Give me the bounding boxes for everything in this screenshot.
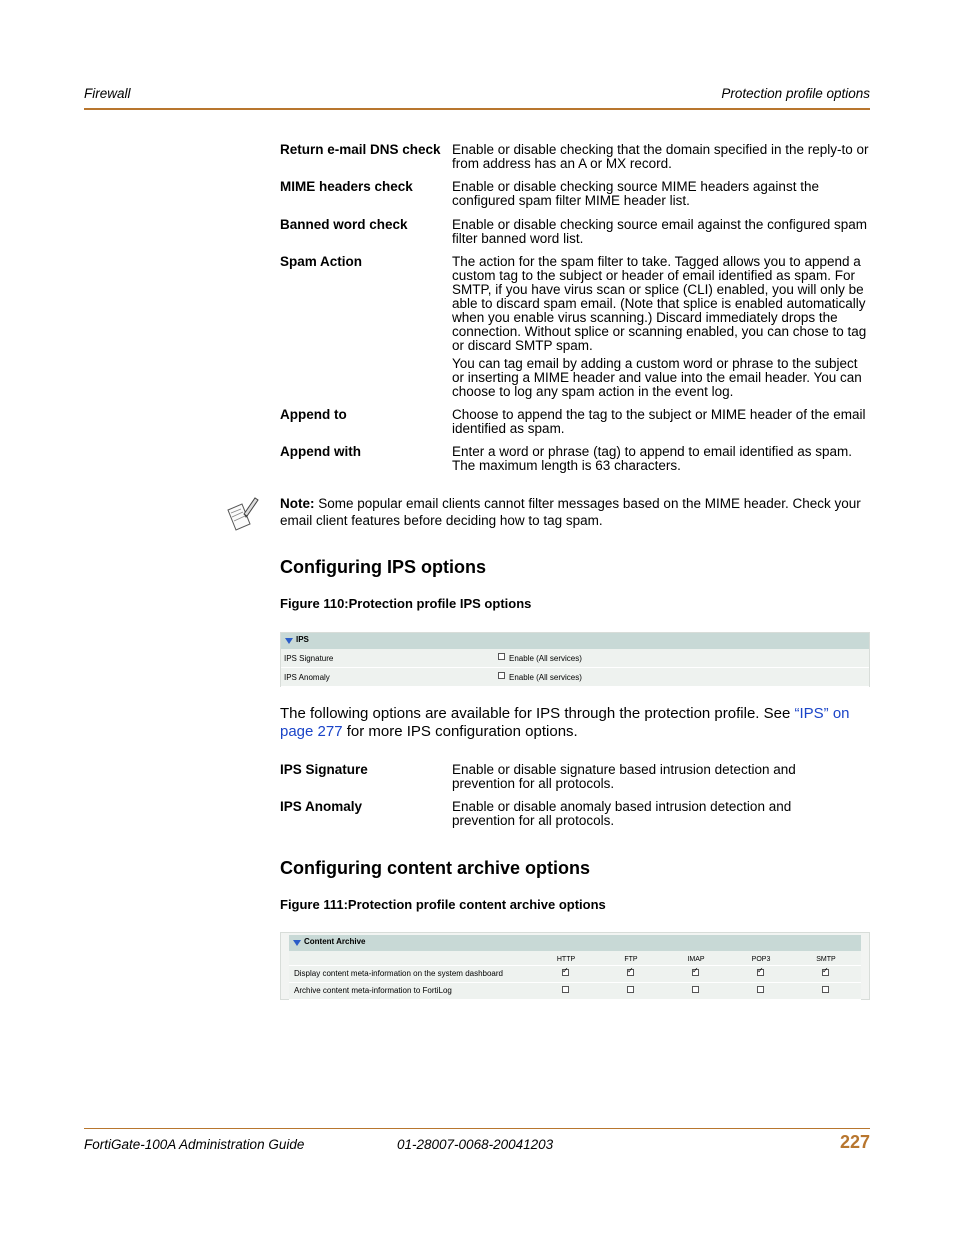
term-ips-signature: IPS Signature — [280, 762, 368, 777]
note-icon — [224, 494, 260, 532]
desc-return-email-dns — [452, 143, 872, 171]
column-header-http: HTTP — [556, 956, 576, 963]
collapse-triangle-icon[interactable] — [285, 638, 293, 644]
running-header-left: Firewall — [84, 86, 131, 101]
body-text: for more IPS configuration options. — [342, 723, 578, 740]
row-label: IPS Signature — [284, 654, 334, 663]
ips-row-anomaly — [281, 668, 869, 687]
term-spam-action: Spam Action — [280, 254, 363, 269]
row-label: IPS Anomaly — [284, 673, 330, 682]
archive-panel-inner — [289, 935, 861, 999]
footer-doc-title: FortiGate-100A Administration Guide — [84, 1137, 305, 1152]
desc-text: You can tag email by adding a custom word or phrase to the subject or inserting a MIME header and value into the email header. You can choose to log any spam action in the event log. — [452, 356, 862, 399]
desc-ips-signature: Enable or disable signature based intrusion detection and prevention for all protocols. — [452, 762, 796, 791]
desc-append-with — [452, 445, 872, 473]
term-return-email-dns: Return e-mail DNS check — [280, 142, 441, 157]
row-label: Display content meta-information on the system dashboard — [294, 969, 503, 978]
collapse-triangle-icon[interactable] — [293, 940, 301, 946]
desc-text: Enable or disable checking that the domain specified in the reply-to or from address has an A or MX record. — [452, 142, 869, 171]
footer-doc-number: 01-28007-0068-20041203 — [397, 1137, 554, 1152]
desc-text: Enable or disable checking source email against the configured spam filter banned word list. — [452, 217, 867, 246]
desc-append-to — [452, 408, 872, 436]
archive-panel — [280, 932, 870, 1000]
header-rule — [84, 108, 870, 110]
column-header-imap: IMAP — [687, 956, 705, 963]
display-imap-checkbox[interactable] — [692, 969, 699, 976]
display-http-checkbox[interactable] — [562, 969, 569, 976]
column-header-smtp: SMTP — [816, 956, 836, 963]
desc-text: Choose to append the tag to the subject or MIME header of the email identified as spam. — [452, 407, 866, 436]
archive-figure-caption: Figure 111:Protection profile content archive options — [280, 897, 606, 912]
checkbox-label: Enable (All services) — [509, 654, 582, 663]
display-pop3-checkbox[interactable] — [757, 969, 764, 976]
desc-spam-action — [452, 255, 872, 399]
archive-ftp-checkbox[interactable] — [627, 986, 634, 993]
archive-row-fortilog — [289, 983, 861, 1000]
ips-page-link[interactable]: “IPS” on page 277 — [280, 705, 850, 740]
body-text: The following options are available for IPS through the protection profile. See — [280, 705, 795, 722]
ips-body-text — [280, 705, 872, 741]
term-banned-word: Banned word check — [280, 217, 408, 232]
term-ips-anomaly: IPS Anomaly — [280, 799, 363, 814]
term-append-with: Append with — [280, 444, 361, 459]
desc-text: Enable or disable checking source MIME headers against the configured spam filter MIME header list. — [452, 179, 819, 208]
display-smtp-checkbox[interactable] — [822, 969, 829, 976]
archive-column-headers — [289, 951, 861, 966]
footer-rule — [84, 1128, 870, 1129]
column-header-ftp: FTP — [624, 956, 638, 963]
column-header-pop3: POP3 — [751, 956, 771, 963]
ips-heading: Configuring IPS options — [280, 557, 486, 577]
note-text — [280, 495, 872, 529]
ips-panel-header[interactable] — [281, 633, 869, 649]
ips-anomaly-checkbox[interactable] — [498, 672, 505, 679]
archive-heading: Configuring content archive options — [280, 858, 590, 878]
archive-panel-header[interactable] — [289, 935, 861, 951]
archive-smtp-checkbox[interactable] — [822, 986, 829, 993]
archive-imap-checkbox[interactable] — [692, 986, 699, 993]
term-mime-headers: MIME headers check — [280, 179, 413, 194]
display-ftp-checkbox[interactable] — [627, 969, 634, 976]
ips-panel — [280, 632, 870, 687]
ips-signature-checkbox[interactable] — [498, 653, 505, 660]
desc-text: The action for the spam filter to take. Tagged allows you to append a custom tag to the subject or header of email identified as spam. For SMTP, if you have virus scan or splice (CLI) enabled, you will only be able to discard spam email. (Note that splice is enabled automatically when you enable virus scanning.) Discard immediately drops the connection. Without splice or scanning enabled, you can chose to tag or discard SMTP spam. — [452, 254, 867, 353]
archive-row-display — [289, 966, 861, 983]
ips-panel-title: IPS — [296, 635, 309, 644]
note-body: Some popular email clients cannot filter messages based on the MIME header. Check your email client features before deciding how to tag spam. — [280, 496, 861, 528]
note-label: Note: — [280, 496, 315, 511]
desc-mime-headers — [452, 180, 872, 208]
checkbox-label: Enable (All services) — [509, 673, 582, 682]
term-append-to: Append to — [280, 407, 347, 422]
row-label: Archive content meta-information to FortiLog — [294, 986, 452, 995]
desc-ips-anomaly: Enable or disable anomaly based intrusion detection and prevention for all protocols. — [452, 799, 792, 828]
page-number: 227 — [839, 1132, 870, 1152]
desc-text: Enter a word or phrase (tag) to append to email identified as spam. The maximum length is 63 characters. — [452, 444, 852, 473]
ips-figure-caption: Figure 110:Protection profile IPS options — [280, 596, 532, 611]
ips-row-signature — [281, 649, 869, 668]
archive-http-checkbox[interactable] — [562, 986, 569, 993]
archive-pop3-checkbox[interactable] — [757, 986, 764, 993]
desc-banned-word — [452, 218, 872, 246]
archive-panel-title: Content Archive — [304, 937, 366, 946]
running-header-right: Protection profile options — [721, 86, 870, 101]
